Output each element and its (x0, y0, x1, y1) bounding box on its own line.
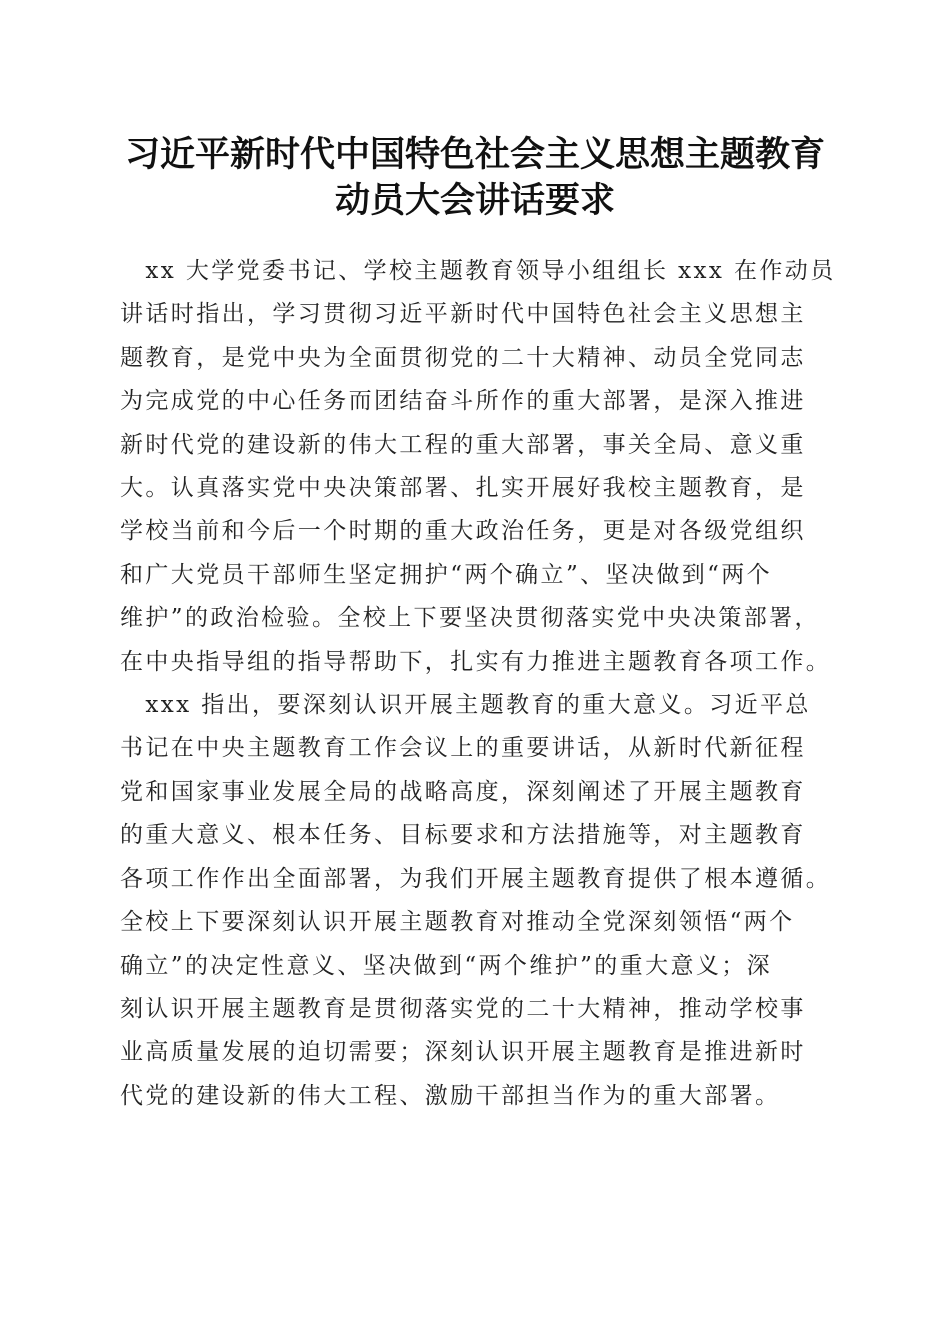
text-line: 代党的建设新的伟大工程、激励干部担当作为的重大部署。 (120, 1082, 781, 1109)
text-line: 大。认真落实党中央决策部署、扎实开展好我校主题教育，是 (120, 475, 806, 502)
text-line: 各项工作作出全面部署，为我们开展主题教育提供了根本遵循。 (120, 865, 832, 892)
text-line: 讲话时指出，学习贯彻习近平新时代中国特色社会主义思想主 (120, 301, 806, 328)
text-line: xxx 指出，要深刻认识开展主题教育的重大意义。习近平总 (120, 692, 811, 719)
text-line: 题教育，是党中央为全面贯彻党的二十大精神、动员全党同志 (120, 344, 806, 371)
paragraph-2 (120, 684, 832, 1118)
title-line: 习近平新时代中国特色社会主义思想主题教育 (124, 134, 825, 175)
text-line: 和广大党员干部师生坚定拥护“两个确立”、坚决做到“两个 (120, 561, 773, 588)
text-line: 党和国家事业发展全局的战略高度，深刻阐述了开展主题教育 (120, 778, 806, 805)
text-line: 刻认识开展主题教育是贯彻落实党的二十大精神，推动学校事 (120, 995, 806, 1022)
document-body (120, 250, 836, 1118)
text-line: 维护”的政治检验。全校上下要坚决贯彻落实党中央决策部署， (120, 605, 820, 632)
text-line: 学校当前和今后一个时期的重大政治任务，更是对各级党组织 (120, 518, 806, 545)
text-line: 的重大意义、根本任务、目标要求和方法措施等，对主题教育 (120, 822, 806, 849)
text-line: 确立”的决定性意义、坚决做到“两个维护”的重大意义；深 (120, 952, 773, 979)
text-line: 为完成党的中心任务而团结奋斗所作的重大部署，是深入推进 (120, 388, 806, 415)
title-line: 动员大会讲话要求 (334, 180, 615, 221)
text-line: 全校上下要深刻认识开展主题教育对推动全党深刻领悟“两个 (120, 909, 795, 936)
text-line: 新时代党的建设新的伟大工程的重大部署，事关全局、意义重 (120, 431, 806, 458)
text-line: xx 大学党委书记、学校主题教育领导小组组长 xxx 在作动员 (120, 258, 836, 284)
text-line: 在中央指导组的指导帮助下，扎实有力推进主题教育各项工作。 (120, 648, 832, 675)
document-title (100, 132, 850, 224)
paragraph-1 (120, 250, 836, 684)
text-line: 书记在中央主题教育工作会议上的重要讲话，从新时代新征程 (120, 735, 806, 762)
text-line: 业高质量发展的迫切需要；深刻认识开展主题教育是推进新时 (120, 1039, 806, 1066)
